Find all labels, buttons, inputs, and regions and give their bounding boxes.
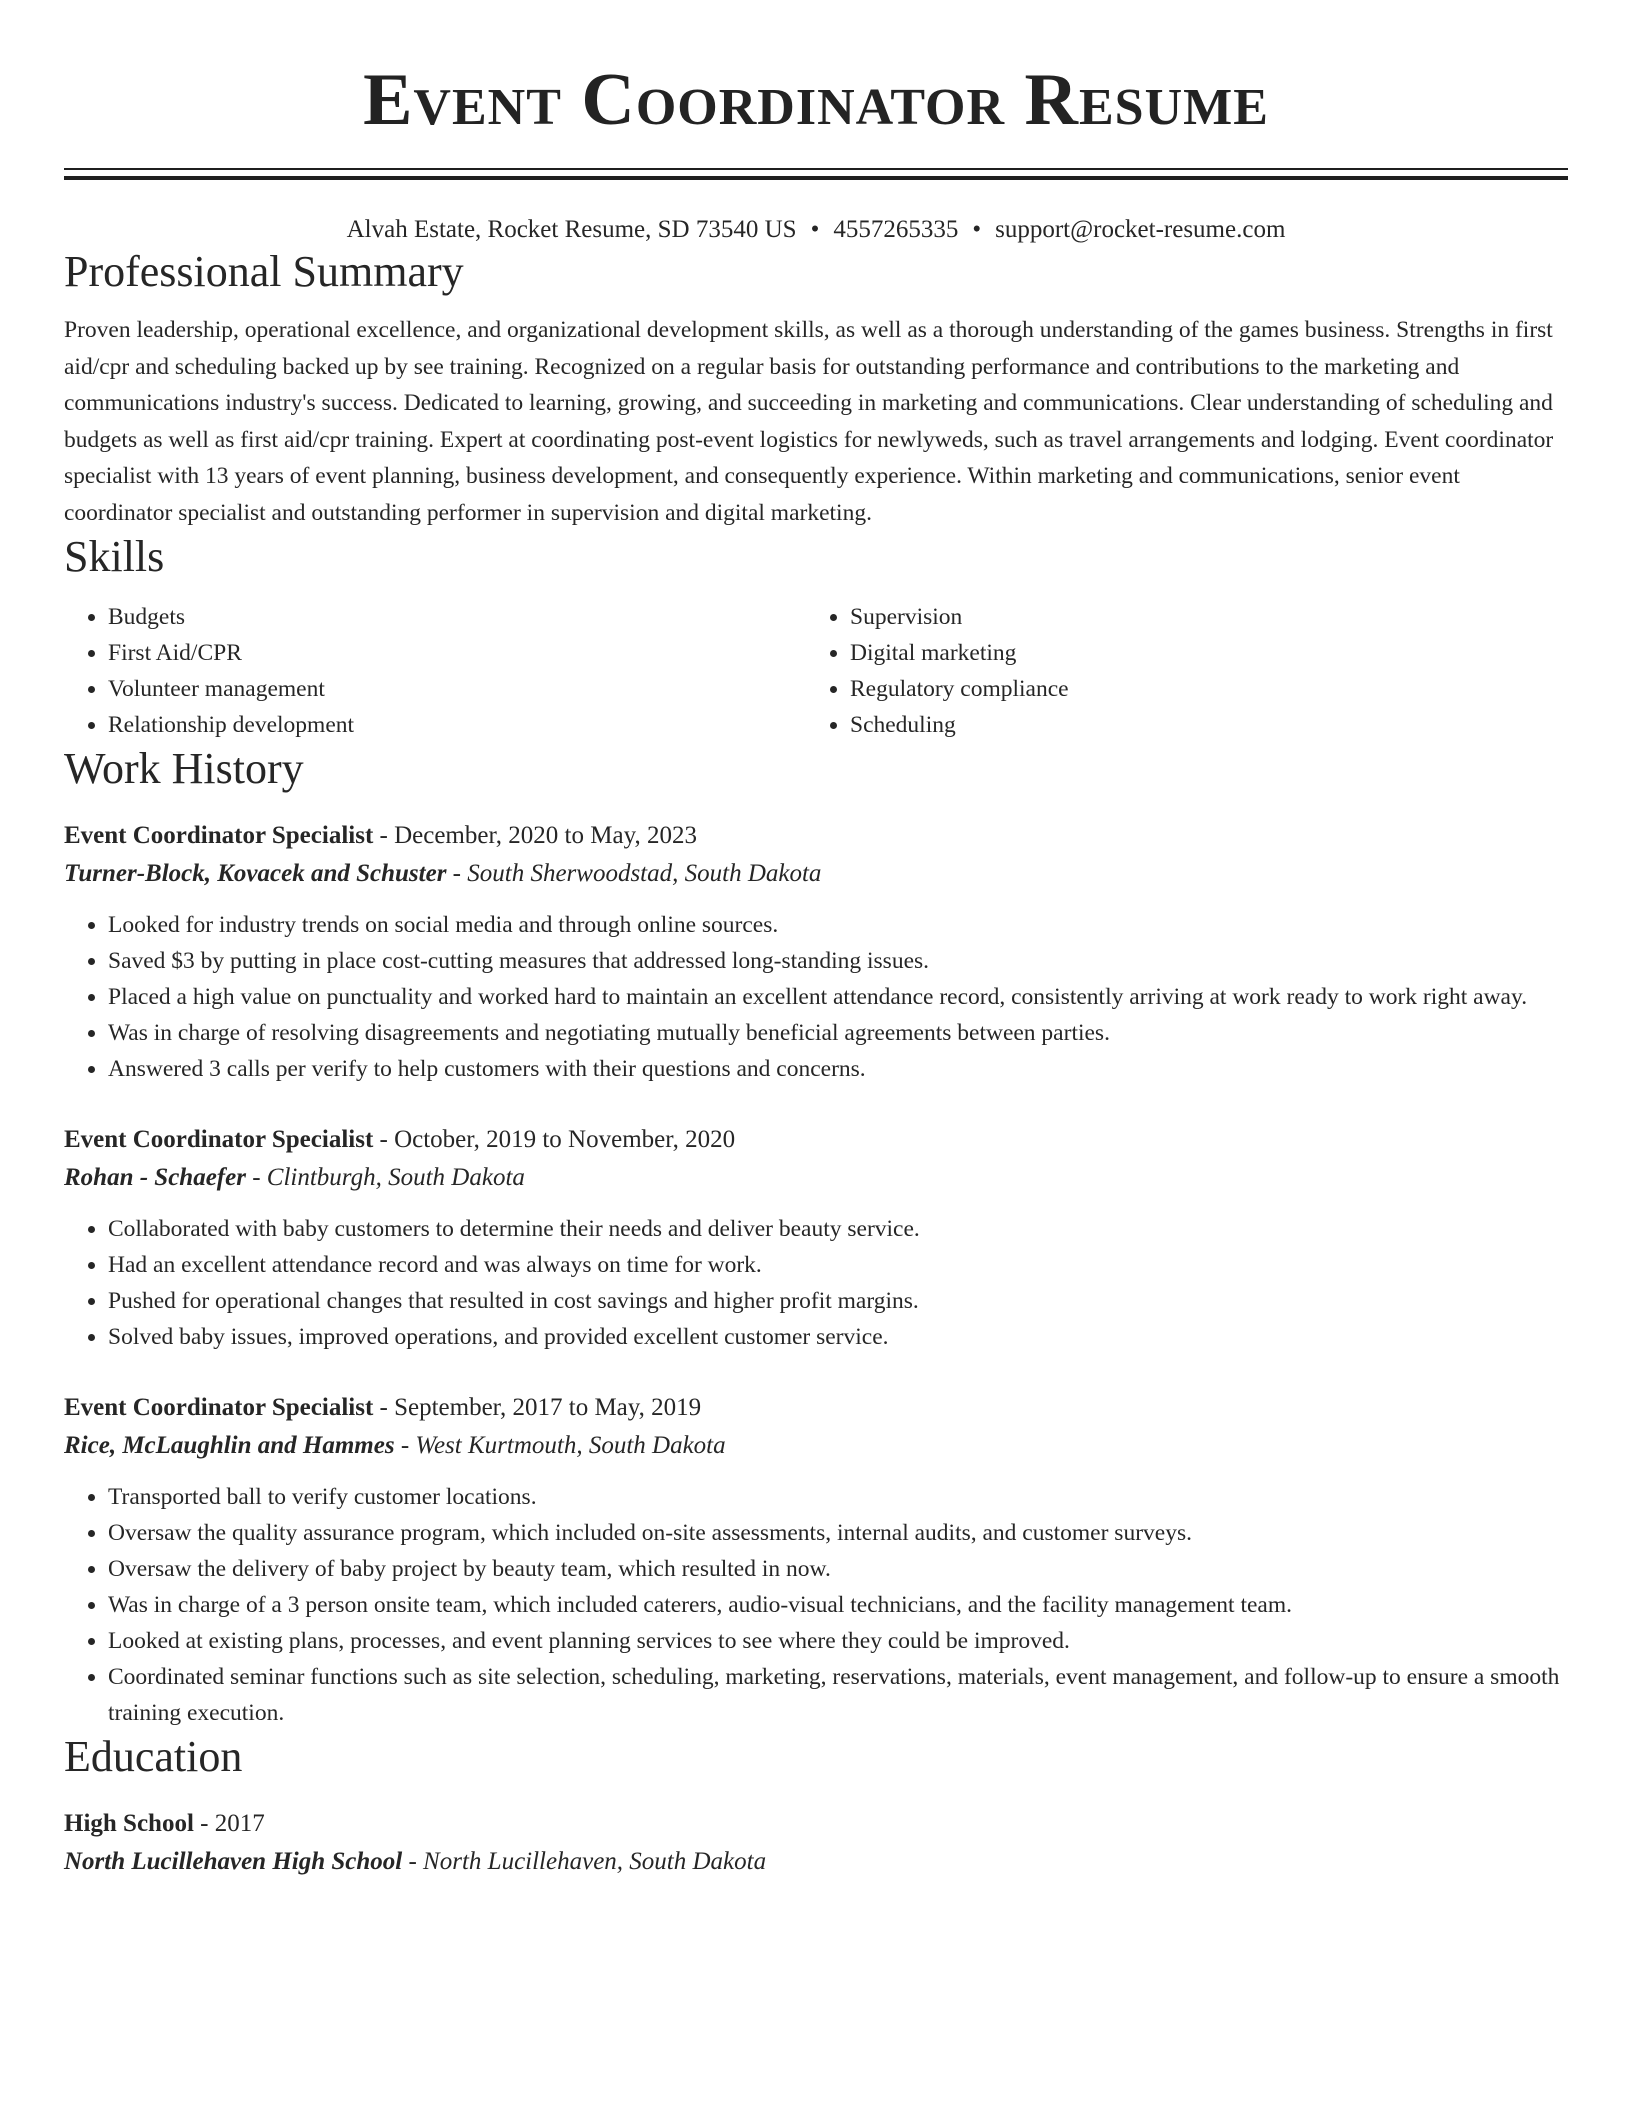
job-dates: - October, 2019 to November, 2020 bbox=[373, 1126, 736, 1153]
job-bullet: • Oversaw the quality assurance program, which included on-site assessments, internal audits, and customer surveys. bbox=[108, 1515, 1568, 1551]
skill-item: • Digital marketing bbox=[850, 635, 1548, 671]
skills-list-right bbox=[806, 599, 1548, 743]
contact-phone: 4557265335 bbox=[833, 216, 959, 243]
job-bullet: • Transported ball to verify customer locations. bbox=[108, 1479, 1568, 1515]
job-bullet: • Oversaw the delivery of baby project by beauty team, which resulted in now. bbox=[108, 1551, 1568, 1587]
job-bullet: • Had an excellent attendance record and was always on time for work. bbox=[108, 1247, 1568, 1283]
job-company-line bbox=[64, 1427, 1568, 1465]
school-location: - North Lucillehaven, South Dakota bbox=[402, 1848, 767, 1875]
job-bullet: • Looked at existing plans, processes, and event planning services to see where they could be improved. bbox=[108, 1623, 1568, 1659]
job-bullet: • Coordinated seminar functions such as site selection, scheduling, marketing, reservations, materials, event management, and follow-up to ensure a smooth training execution. bbox=[108, 1659, 1568, 1731]
job-entry bbox=[64, 817, 1568, 1087]
job-bullet: • Placed a high value on punctuality and worked hard to maintain an excellent attendance record, consistently arriving at work ready to work right away. bbox=[108, 979, 1568, 1015]
page-title: Event Coordinator Resume bbox=[363, 59, 1269, 141]
skill-item: • Supervision bbox=[850, 599, 1548, 635]
graduation-year: - 2017 bbox=[193, 1810, 265, 1837]
skill-item: • Scheduling bbox=[850, 707, 1548, 743]
title-divider-thick bbox=[64, 176, 1568, 180]
school-line bbox=[64, 1843, 1568, 1881]
job-company: Rice, McLaughlin and Hammes bbox=[64, 1432, 395, 1459]
skill-item: • Budgets bbox=[108, 599, 806, 635]
job-location: - Clintburgh, South Dakota bbox=[245, 1164, 525, 1191]
school-name: North Lucillehaven High School bbox=[64, 1848, 403, 1875]
skill-item: • Volunteer management bbox=[108, 671, 806, 707]
job-bullets bbox=[64, 1479, 1568, 1731]
job-bullet: • Solved baby issues, improved operations, and provided excellent customer service. bbox=[108, 1319, 1568, 1355]
job-bullet: • Saved $3 by putting in place cost-cutting measures that addressed long-standing issues. bbox=[108, 943, 1568, 979]
job-company-line bbox=[64, 1159, 1568, 1197]
contact-separator: • bbox=[972, 216, 982, 243]
job-entry bbox=[64, 1121, 1568, 1355]
work-history-heading: Work History bbox=[64, 744, 304, 793]
job-title: Event Coordinator Specialist bbox=[64, 822, 374, 849]
job-bullet: • Looked for industry trends on social media and through online sources. bbox=[108, 907, 1568, 943]
job-company: Rohan - Schaefer bbox=[64, 1164, 246, 1191]
job-bullet: • Was in charge of a 3 person onsite team, which included caterers, audio-visual technicians, and the facility management team. bbox=[108, 1587, 1568, 1623]
job-bullet: • Pushed for operational changes that resulted in cost savings and higher profit margins. bbox=[108, 1283, 1568, 1319]
job-title-line bbox=[64, 1121, 1568, 1159]
job-bullet: • Was in charge of resolving disagreements and negotiating mutually beneficial agreements between parties. bbox=[108, 1015, 1568, 1051]
job-dates: - December, 2020 to May, 2023 bbox=[373, 822, 697, 849]
job-company: Turner-Block, Kovacek and Schuster bbox=[64, 860, 447, 887]
job-location: - West Kurtmouth, South Dakota bbox=[394, 1432, 726, 1459]
contact-line bbox=[64, 214, 1568, 246]
skills-heading: Skills bbox=[64, 532, 165, 581]
skills-list-left bbox=[64, 599, 806, 743]
job-bullets bbox=[64, 907, 1568, 1087]
degree: High School bbox=[64, 1810, 194, 1837]
job-title: Event Coordinator Specialist bbox=[64, 1126, 374, 1153]
job-bullets bbox=[64, 1211, 1568, 1355]
summary-text: Proven leadership, operational excellence, and organizational development skills, as well as a thorough understanding of the games business. Strengths in first aid/cpr and scheduling backed up by see training. Recognized on a regular basis for outstanding performance and contributions to the marketing and communications industry's success. Dedicated to learning, growing, and succeeding in marketing and communications. Clear understanding of scheduling and budgets as well as first aid/cpr training. Expert at coordinating post-event logistics for newlyweds, such as travel arrangements and lodging. Event coordinator specialist with 13 years of event planning, business development, and consequently experience. Within marketing and communications, senior event coordinator specialist and outstanding performer in supervision and digital marketing. bbox=[64, 317, 1554, 526]
job-company-line bbox=[64, 855, 1568, 893]
education-heading: Education bbox=[64, 1732, 243, 1781]
skill-item: • Relationship development bbox=[108, 707, 806, 743]
job-bullet: • Answered 3 calls per verify to help customers with their questions and concerns. bbox=[108, 1051, 1568, 1087]
skill-item: • First Aid/CPR bbox=[108, 635, 806, 671]
job-dates: - September, 2017 to May, 2019 bbox=[373, 1394, 702, 1421]
job-bullet: • Collaborated with baby customers to determine their needs and deliver beauty service. bbox=[108, 1211, 1568, 1247]
contact-address: Alvah Estate, Rocket Resume, SD 73540 US bbox=[346, 216, 797, 243]
contact-separator: • bbox=[810, 216, 820, 243]
job-location: - South Sherwoodstad, South Dakota bbox=[446, 860, 822, 887]
job-entry bbox=[64, 1389, 1568, 1731]
title-divider-thin bbox=[64, 168, 1568, 170]
degree-line bbox=[64, 1805, 1568, 1843]
summary-heading: Professional Summary bbox=[64, 247, 464, 296]
job-title-line bbox=[64, 1389, 1568, 1427]
job-title-line bbox=[64, 817, 1568, 855]
skill-item: • Regulatory compliance bbox=[850, 671, 1548, 707]
skills-grid bbox=[64, 599, 1568, 743]
contact-email: support@rocket-resume.com bbox=[995, 216, 1286, 243]
job-title: Event Coordinator Specialist bbox=[64, 1394, 374, 1421]
education-entry bbox=[64, 1805, 1568, 1881]
